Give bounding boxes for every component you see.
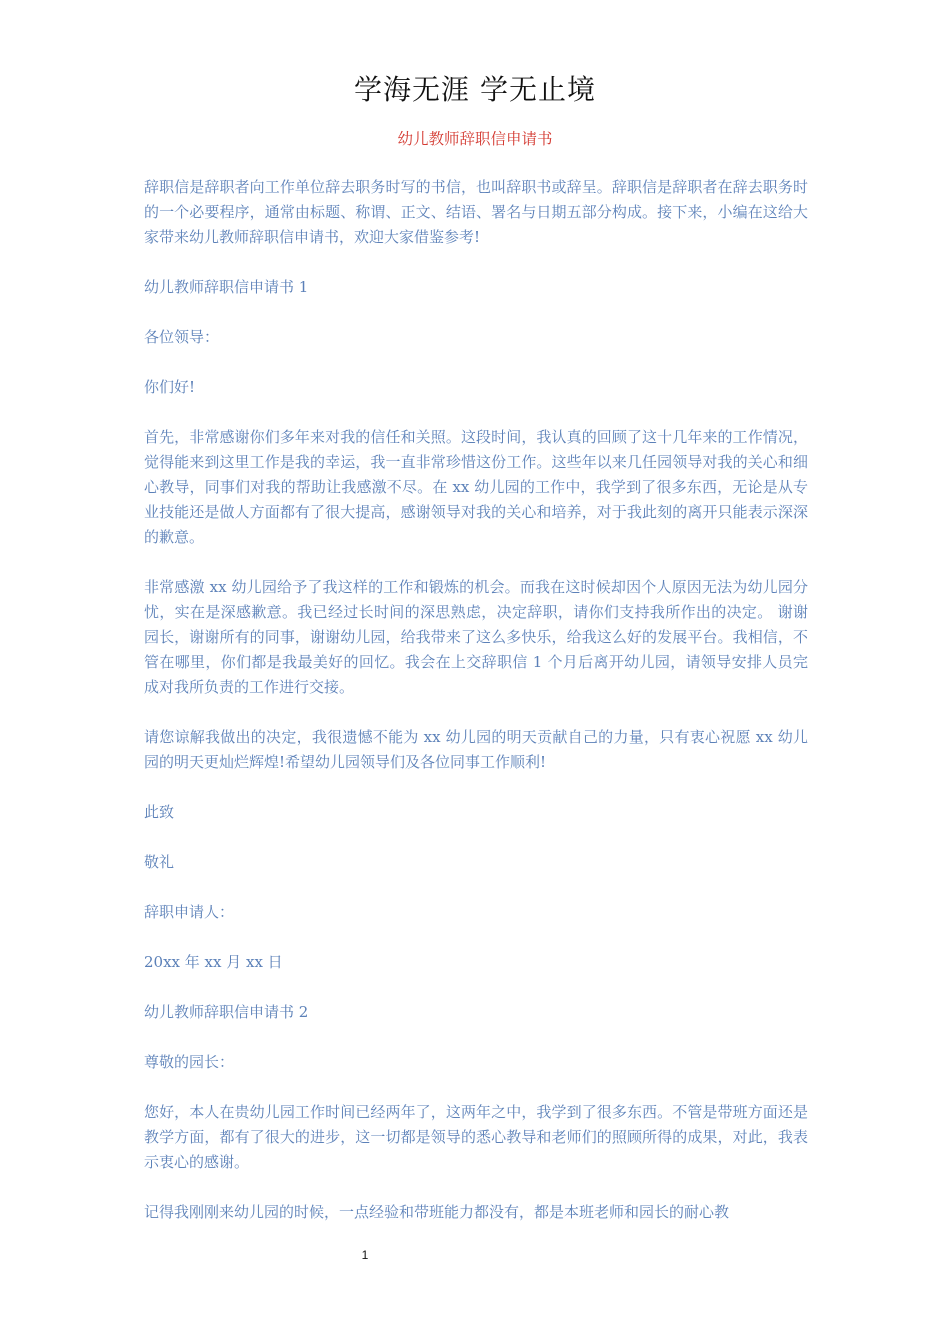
signature-line: 辞职申请人： [144,903,235,921]
document-body [144,175,808,1250]
body-paragraph: 非常感激 xx 幼儿园给予了我这样的工作和锻炼的机会。而我在这时候却因个人原因无法为幼儿园分忧，实在是深感歉意。我已经过长时间的深思熟虑，决定辞职，请你们支持我所作出的决定。 谢谢园长，谢谢所有的同事，谢谢幼儿园，给我带来了这么多快乐，给我这么好的发展平台。我相信，不管在哪里，你们都是我最美好的回忆。我会在上交辞职信 1 个月后离开幼儿园，请领导安排人员完成对我所负责的工作进行交接。 [144,578,808,696]
section-heading-2: 幼儿教师辞职信申请书 2 [144,1003,309,1021]
date-line: 20xx 年 xx 月 xx 日 [144,953,283,971]
salutation: 尊敬的园长： [144,1053,235,1071]
closing-salute: 敬礼 [144,853,175,871]
body-paragraph: 首先，非常感谢你们多年来对我的信任和关照。这段时间，我认真的回顾了这十几年来的工作情况，觉得能来到这里工作是我的幸运，我一直非常珍惜这份工作。这些年以来几任园领导对我的关心和细心教导，同事们对我的帮助让我感激不尽。在 xx 幼儿园的工作中，我学到了很多东西，无论是从专业技能还是做人方面都有了很大提高，感谢领导对我的关心和培养，对于我此刻的离开只能表示深深的歉意。 [144,428,808,546]
page-number: 1 [361,1248,369,1262]
section-heading-1: 幼儿教师辞职信申请书 1 [144,278,309,296]
body-paragraph: 记得我刚刚来幼儿园的时候，一点经验和带班能力都没有，都是本班老师和园长的耐心教 [144,1203,730,1221]
closing-phrase: 此致 [144,803,175,821]
salutation: 各位领导： [144,328,220,346]
body-paragraph: 请您谅解我做出的决定，我很遗憾不能为 xx 幼儿园的明天贡献自己的力量，只有衷心祝愿 xx 幼儿园的明天更灿烂辉煌!希望幼儿园领导们及各位同事工作顺利! [144,728,808,771]
body-paragraph: 您好，本人在贵幼儿园工作时间已经两年了，这两年之中，我学到了很多东西。不管是带班方面还是教学方面，都有了很大的进步，这一切都是领导的悉心教导和老师们的照顾所得的成果，对此，我表示衷心的感谢。 [144,1103,808,1171]
document-title: 幼儿教师辞职信申请书 [397,130,553,148]
intro-paragraph: 辞职信是辞职者向工作单位辞去职务时写的书信，也叫辞职书或辞呈。辞职信是辞职者在辞去职务时的一个必要程序，通常由标题、称谓、正文、结语、署名与日期五部分构成。接下来，小编在这给大家带来幼儿教师辞职信申请书，欢迎大家借鉴参考! [144,178,808,246]
greeting: 你们好! [144,378,196,396]
page-header: 学海无涯 学无止境 [354,73,596,106]
